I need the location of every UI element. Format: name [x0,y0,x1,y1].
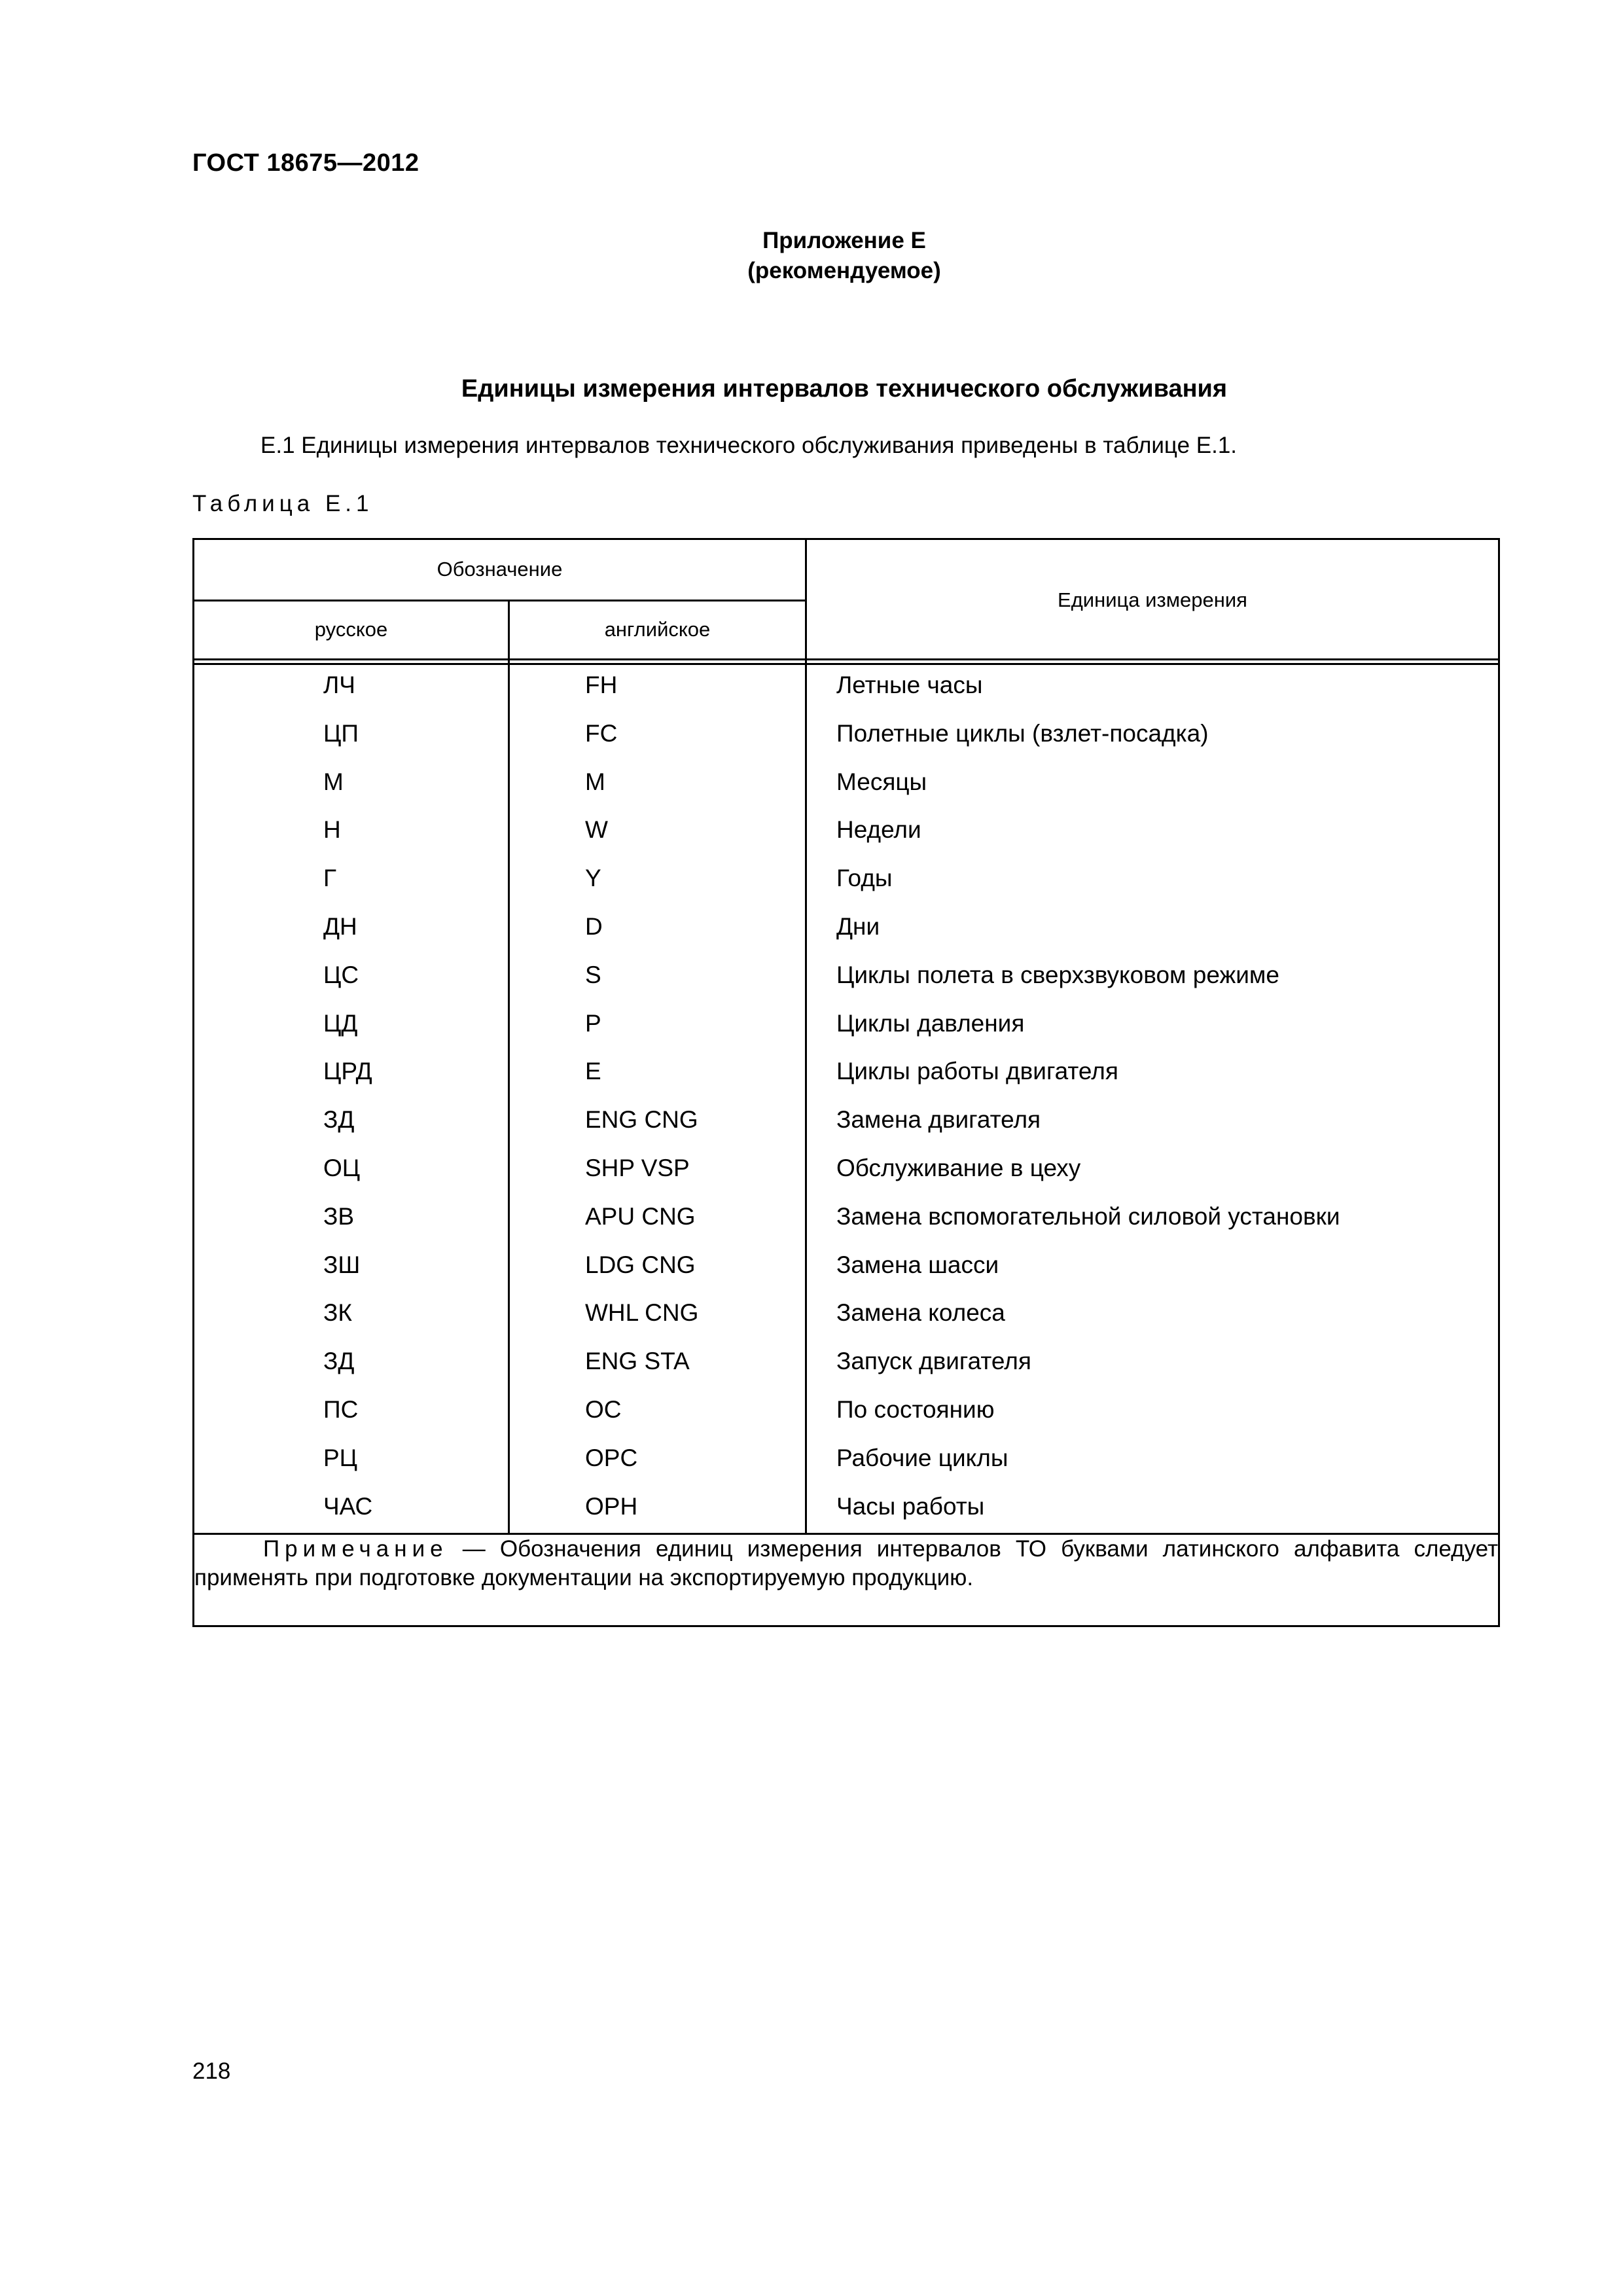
cell-english: SHP VSP [585,1155,690,1181]
table-note [194,1535,1498,1592]
cell-english: OC [585,1396,622,1423]
cell-russian: Н [323,816,341,843]
cell-unit: Замена колеса [836,1299,1005,1326]
cell-english: WHL CNG [585,1299,699,1326]
cell-russian: Г [323,865,337,891]
intro-paragraph: Е.1 Единицы измерения интервалов технического обслуживания приведены в таблице Е.1. [260,433,1238,458]
section-title: Единицы измерения интервалов технического обслуживания [461,375,1228,403]
cell-english: P [585,1010,601,1037]
cell-english: D [585,913,603,940]
divider-header-bottom-1 [194,658,1498,660]
table-caption: Таблица Е.1 [192,491,374,516]
cell-english: ENG CNG [585,1106,698,1133]
cell-russian: ЧАС [323,1493,373,1520]
note-text-2: применять при подготовке документации на экспортируемую продукцию. [194,1565,974,1590]
cell-unit: Циклы полета в сверхзвуковом режиме [836,961,1279,988]
cell-unit: Циклы давления [836,1010,1025,1037]
cell-russian: ЦРД [323,1058,372,1085]
cell-unit: Замена вспомогательной силовой установки [836,1203,1340,1230]
units-table [192,538,1500,1627]
cell-russian: ЗШ [323,1251,361,1278]
note-line-1 [194,1535,1498,1564]
cell-russian: ЗВ [323,1203,355,1230]
cell-unit: Рабочие циклы [836,1444,1008,1471]
header-english: английское [604,618,711,641]
header-designation: Обозначение [437,558,563,581]
cell-unit: Годы [836,865,893,891]
appendix-title: Приложение Е [762,228,926,253]
divider-col-en [508,600,510,1535]
cell-unit: Замена двигателя [836,1106,1041,1133]
cell-russian: ПС [323,1396,359,1423]
cell-english: APU CNG [585,1203,696,1230]
cell-russian: ДН [323,913,357,940]
cell-english: E [585,1058,601,1085]
divider-header-bottom-2 [194,663,1498,665]
note-label: Примечание [263,1536,448,1562]
cell-english: FH [585,672,618,698]
cell-english: S [585,961,601,988]
header-unit: Единица измерения [1058,588,1247,611]
appendix-heading [0,226,1623,286]
cell-unit: Часы работы [836,1493,985,1520]
cell-unit: Запуск двигателя [836,1348,1031,1374]
cell-unit: Замена шасси [836,1251,999,1278]
cell-unit: Месяцы [836,768,927,795]
cell-unit: Циклы работы двигателя [836,1058,1118,1085]
cell-unit: Полетные циклы (взлет-посадка) [836,720,1209,747]
cell-russian: ЗД [323,1348,355,1374]
document-id: ГОСТ 18675—2012 [192,149,419,177]
cell-russian: ЛЧ [323,672,355,698]
cell-russian: ЦД [323,1010,358,1037]
page-number: 218 [192,2058,231,2084]
cell-russian: ОЦ [323,1155,361,1181]
cell-unit: Недели [836,816,921,843]
cell-russian: РЦ [323,1444,358,1471]
divider-col-unit [805,540,807,1535]
cell-russian: ЦС [323,961,359,988]
cell-english: W [585,816,608,843]
cell-english: OPC [585,1444,638,1471]
cell-russian: ЗК [323,1299,352,1326]
cell-unit: По состоянию [836,1396,995,1423]
divider-header-sub [194,600,806,601]
cell-english: Y [585,865,601,891]
cell-unit: Дни [836,913,880,940]
cell-english: FC [585,720,618,747]
cell-english: ENG STA [585,1348,690,1374]
cell-english: OPH [585,1493,638,1520]
cell-english: LDG CNG [585,1251,696,1278]
header-russian: русское [314,618,388,641]
cell-russian: ЗД [323,1106,355,1133]
cell-russian: ЦП [323,720,359,747]
cell-unit: Обслуживание в цеху [836,1155,1081,1181]
cell-unit: Летные часы [836,672,983,698]
note-text-1: — Обозначения единиц измерения интервалов ТО буквами латинского алфавита следует [448,1536,1498,1562]
appendix-status: (рекомендуемое) [747,258,941,283]
cell-russian: М [323,768,344,795]
cell-english: M [585,768,605,795]
